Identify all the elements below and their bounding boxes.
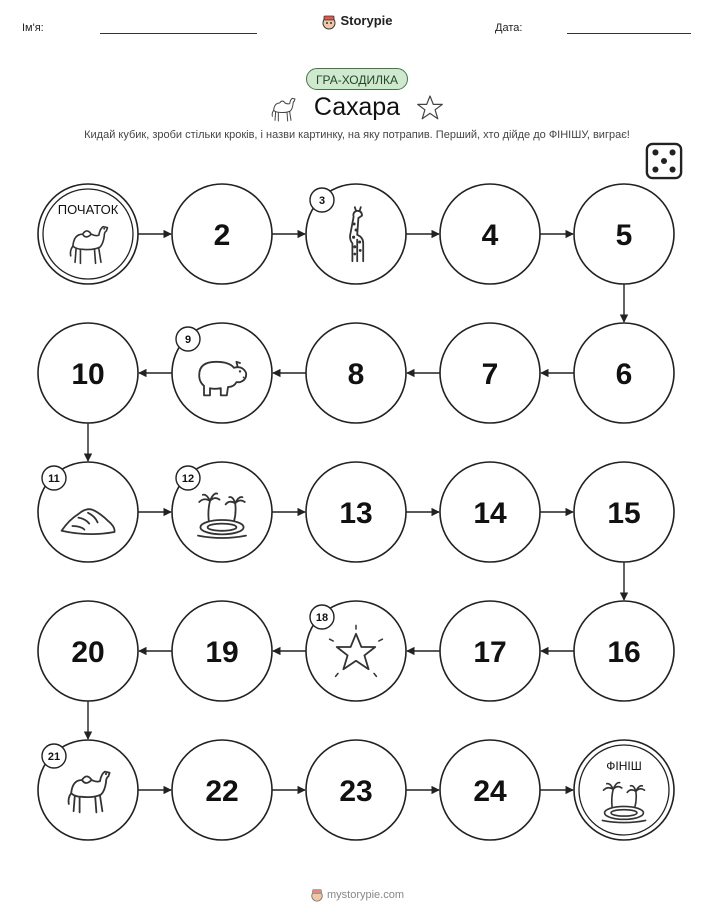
board-cell [172,740,272,840]
board-cell [306,601,406,701]
cell-number: 8 [347,358,365,391]
cell-number: 23 [339,775,373,808]
finish-cell [574,740,674,840]
cell-number: 19 [205,636,239,669]
name-label: Ім'я: [22,22,44,34]
cell-number: 7 [481,358,499,391]
footer [0,888,714,902]
date-label: Дата: [495,22,523,34]
board-cell [574,601,674,701]
cell-number-badge: 9 [184,334,192,346]
cell-number: 16 [607,636,641,669]
cell-number: 4 [481,219,499,252]
board-cell [306,184,406,284]
brand-name: Storypie [340,13,393,28]
cell-number: 15 [607,497,641,530]
game-type-badge: ГРА-ХОДИЛКА [306,68,408,90]
cell-label: ПОЧАТОК [57,202,119,217]
board-cell [38,462,138,562]
board-cell [306,740,406,840]
board-cell [440,740,540,840]
cell-label: ФІНІШ [606,759,642,773]
page-title: Сахара [313,93,401,121]
instructions: Кидай кубик, зроби стільки кроків, і назви картинку, на яку потрапив. Перший, хто дійде до ФІНІШУ, виграє! [84,129,630,141]
cell-number-badge: 11 [48,473,60,485]
cell-number: 10 [71,358,105,391]
cell-number: 14 [473,497,507,530]
board-cell [38,323,138,423]
board-cell [38,601,138,701]
board-cell [172,184,272,284]
cell-number: 2 [213,219,231,252]
cell-number: 20 [71,636,105,669]
footer-url: mystorypie.com [326,888,405,901]
cell-number: 6 [615,358,633,391]
board-cell [440,462,540,562]
board-cell [38,740,138,840]
board-cell [440,601,540,701]
board-cell [172,323,272,423]
cell-number-badge: 3 [318,195,326,207]
cell-number: 13 [339,497,373,530]
board-cell [574,323,674,423]
board-cell [574,462,674,562]
cell-number-badge: 12 [181,473,195,485]
board-cell [440,184,540,284]
cell-number-badge: 18 [315,612,329,624]
cell-number: 24 [473,775,507,808]
cell-number-badge: 21 [47,751,61,763]
board-cell [172,462,272,562]
cell-number: 17 [473,636,507,669]
board-cell [440,323,540,423]
board-cell [172,601,272,701]
cell-number: 22 [205,775,239,808]
start-cell [38,184,138,284]
board-cell [306,462,406,562]
board-cell [574,184,674,284]
storypie-logo-icon [310,888,324,902]
board-cell [306,323,406,423]
cell-number: 5 [615,219,633,252]
